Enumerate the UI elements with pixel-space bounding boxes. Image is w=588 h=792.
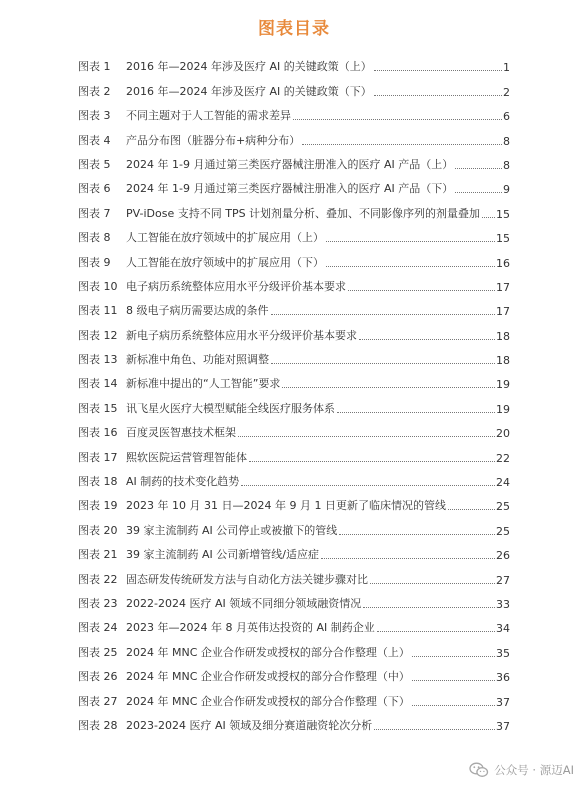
toc-entry[interactable]	[78, 221, 510, 245]
toc-entry-page: 20	[496, 427, 510, 441]
toc-entry-label: 图表 19	[78, 499, 118, 513]
dot-leader	[448, 509, 495, 510]
toc-entry-title: 新标准中提出的“人工智能”要求	[126, 377, 281, 391]
toc-entry-label: 图表 16	[78, 426, 118, 440]
dot-leader	[374, 70, 502, 71]
dot-leader	[321, 558, 495, 559]
dot-leader	[377, 631, 495, 632]
dot-leader	[348, 290, 495, 291]
toc-entry-title: 百度灵医智惠技术框架	[126, 426, 236, 440]
toc-entry[interactable]	[78, 318, 510, 342]
toc-entry-title: 2023-2024 医疗 AI 领域及细分赛道融资轮次分析	[126, 718, 373, 732]
dot-leader	[238, 436, 495, 437]
toc-entry-page: 17	[496, 280, 510, 294]
dot-leader	[326, 241, 495, 242]
toc-entry-title: 2024 年 MNC 企业合作研发或授权的部分合作整理（上）	[126, 645, 410, 659]
toc-entry-label: 图表 9	[78, 255, 111, 269]
toc-entry-label: 图表 25	[78, 645, 118, 659]
dot-leader	[482, 217, 495, 218]
toc-entry-title: 2024 年 MNC 企业合作研发或授权的部分合作整理（下）	[126, 694, 410, 708]
toc-entry-title: 2016 年—2024 年涉及医疗 AI 的关键政策（上）	[126, 60, 372, 74]
toc-entry-page: 19	[496, 378, 510, 392]
toc-entry-label: 图表 15	[78, 401, 118, 415]
toc-entry-title: 2022-2024 医疗 AI 领域不同细分领域融资情况	[126, 596, 362, 610]
toc-entry[interactable]	[78, 343, 510, 367]
dot-leader	[374, 95, 502, 96]
toc-entry[interactable]	[78, 440, 510, 464]
toc-entry[interactable]	[78, 611, 510, 635]
toc-entry-label: 图表 17	[78, 450, 118, 464]
toc-entry-label: 图表 27	[78, 694, 118, 708]
toc-entry-label: 图表 21	[78, 548, 118, 562]
toc-entry-title: 产品分布图（脏器分布+病种分布）	[126, 133, 301, 147]
toc-entry-label: 图表 10	[78, 279, 118, 293]
watermark-text: 公众号 · 源迈AI	[494, 763, 574, 777]
dot-leader	[412, 656, 495, 657]
toc-entry-title: 不同主题对于人工智能的需求差异	[126, 109, 291, 123]
toc-list	[78, 50, 510, 733]
toc-entry-page: 19	[496, 402, 510, 416]
toc-entry-page: 24	[496, 476, 510, 490]
toc-entry-title: 讯飞星火医疗大模型赋能全线医疗服务体系	[126, 401, 335, 415]
toc-entry[interactable]	[78, 635, 510, 659]
toc-entry-page: 18	[496, 354, 510, 368]
toc-entry[interactable]	[78, 172, 510, 196]
dot-leader	[359, 339, 495, 340]
dot-leader	[374, 729, 495, 730]
toc-entry[interactable]	[78, 123, 510, 147]
dot-leader	[370, 583, 495, 584]
dot-leader	[293, 119, 502, 120]
toc-entry-label: 图表 11	[78, 304, 118, 318]
toc-entry[interactable]	[78, 50, 510, 74]
page-title: 图表目录	[258, 19, 330, 39]
toc-entry-title: AI 制药的技术变化趋势	[126, 475, 240, 489]
toc-entry-title: 2016 年—2024 年涉及医疗 AI 的关键政策（下）	[126, 84, 372, 98]
toc-entry[interactable]	[78, 709, 510, 733]
toc-entry-label: 图表 7	[78, 206, 111, 220]
toc-entry-label: 图表 14	[78, 377, 118, 391]
toc-entry-title: 39 家主流制药 AI 公司新增管线/适应症	[126, 548, 319, 562]
dot-leader	[302, 144, 502, 145]
toc-entry[interactable]	[78, 684, 510, 708]
toc-entry-title: 电子病历系统整体应用水平分级评价基本要求	[126, 279, 346, 293]
toc-entry-title: 8 级电子病历需要达成的条件	[126, 304, 269, 318]
toc-entry[interactable]	[78, 538, 510, 562]
toc-entry-title: 2024 年 1-9 月通过第三类医疗器械注册准入的医疗 AI 产品（上）	[126, 157, 454, 171]
toc-entry-title: 人工智能在放疗领域中的扩展应用（下）	[126, 255, 324, 269]
toc-entry[interactable]	[78, 270, 510, 294]
toc-entry-page: 25	[496, 524, 510, 538]
toc-entry-page: 15	[496, 207, 510, 221]
toc-entry-page: 6	[503, 110, 510, 124]
dot-leader	[412, 705, 495, 706]
toc-entry-label: 图表 28	[78, 718, 118, 732]
toc-entry-page: 16	[496, 256, 510, 270]
toc-entry-page: 15	[496, 232, 510, 246]
dot-leader	[241, 485, 495, 486]
toc-entry-label: 图表 20	[78, 523, 118, 537]
toc-entry[interactable]	[78, 660, 510, 684]
toc-entry-page: 25	[496, 500, 510, 514]
toc-entry-title: 新标准中角色、功能对照调整	[126, 353, 269, 367]
toc-entry-title: 39 家主流制药 AI 公司停止或被撤下的管线	[126, 523, 338, 537]
toc-entry-page: 2	[503, 85, 510, 99]
toc-entry-title: 熙软医院运营管理智能体	[126, 450, 247, 464]
toc-entry-label: 图表 4	[78, 133, 111, 147]
toc-entry-label: 图表 13	[78, 353, 118, 367]
toc-entry[interactable]	[78, 513, 510, 537]
toc-entry-page: 8	[503, 134, 510, 148]
toc-entry-title: 新电子病历系统整体应用水平分级评价基本要求	[126, 328, 357, 342]
toc-entry-label: 图表 6	[78, 182, 111, 196]
toc-entry-page: 26	[496, 549, 510, 563]
toc-entry-page: 33	[496, 597, 510, 611]
toc-entry[interactable]	[78, 416, 510, 440]
toc-entry-title: 2023 年 10 月 31 日—2024 年 9 月 1 日更新了临床情况的管线	[126, 499, 446, 513]
toc-entry-page: 17	[496, 305, 510, 319]
toc-entry-label: 图表 8	[78, 231, 111, 245]
toc-entry[interactable]	[78, 99, 510, 123]
toc-entry-title: 2023 年—2024 年 8 月英伟达投资的 AI 制药企业	[126, 621, 375, 635]
toc-entry-label: 图表 24	[78, 621, 118, 635]
dot-leader	[271, 363, 495, 364]
watermark	[469, 762, 574, 778]
toc-entry[interactable]	[78, 465, 510, 489]
dot-leader	[455, 192, 502, 193]
toc-entry-title: 2024 年 1-9 月通过第三类医疗器械注册准入的医疗 AI 产品（下）	[126, 182, 454, 196]
dot-leader	[282, 387, 495, 388]
toc-entry-title: PV-iDose 支持不同 TPS 计划剂量分析、叠加、不同影像序列的剂量叠加	[126, 206, 481, 220]
dot-leader	[455, 168, 502, 169]
toc-entry-label: 图表 26	[78, 670, 118, 684]
toc-entry-label: 图表 2	[78, 84, 111, 98]
toc-entry[interactable]	[78, 148, 510, 172]
dot-leader	[249, 461, 495, 462]
dot-leader	[271, 314, 496, 315]
toc-entry-page: 9	[503, 183, 510, 197]
toc-entry[interactable]	[78, 587, 510, 611]
toc-entry-page: 18	[496, 329, 510, 343]
toc-entry-page: 27	[496, 573, 510, 587]
toc-entry[interactable]	[78, 367, 510, 391]
dot-leader	[337, 412, 495, 413]
toc-entry-page: 37	[496, 695, 510, 709]
toc-entry-page: 37	[496, 719, 510, 733]
toc-entry-page: 8	[503, 158, 510, 172]
toc-entry[interactable]	[78, 74, 510, 98]
toc-entry-label: 图表 5	[78, 157, 111, 171]
toc-entry[interactable]	[78, 294, 510, 318]
toc-entry-page: 1	[503, 61, 510, 75]
toc-entry-title: 人工智能在放疗领域中的扩展应用（上）	[126, 231, 324, 245]
dot-leader	[363, 607, 495, 608]
toc-entry-title: 固态研发传统研发方法与自动化方法关键步骤对比	[126, 572, 368, 586]
toc-entry-label: 图表 22	[78, 572, 118, 586]
toc-entry-page: 22	[496, 451, 510, 465]
toc-entry-page: 34	[496, 622, 510, 636]
toc-entry-label: 图表 18	[78, 475, 118, 489]
dot-leader	[339, 534, 495, 535]
toc-entry-label: 图表 12	[78, 328, 118, 342]
toc-entry[interactable]	[78, 391, 510, 415]
toc-entry[interactable]	[78, 562, 510, 586]
toc-entry[interactable]	[78, 196, 510, 220]
toc-entry-label: 图表 1	[78, 60, 111, 74]
dot-leader	[412, 680, 495, 681]
wechat-icon	[469, 762, 489, 778]
toc-entry-label: 图表 3	[78, 109, 111, 123]
toc-entry[interactable]	[78, 489, 510, 513]
toc-entry[interactable]	[78, 245, 510, 269]
toc-entry-page: 35	[496, 646, 510, 660]
toc-entry-title: 2024 年 MNC 企业合作研发或授权的部分合作整理（中）	[126, 670, 410, 684]
toc-entry-page: 36	[496, 671, 510, 685]
dot-leader	[326, 266, 495, 267]
toc-entry-label: 图表 23	[78, 596, 118, 610]
